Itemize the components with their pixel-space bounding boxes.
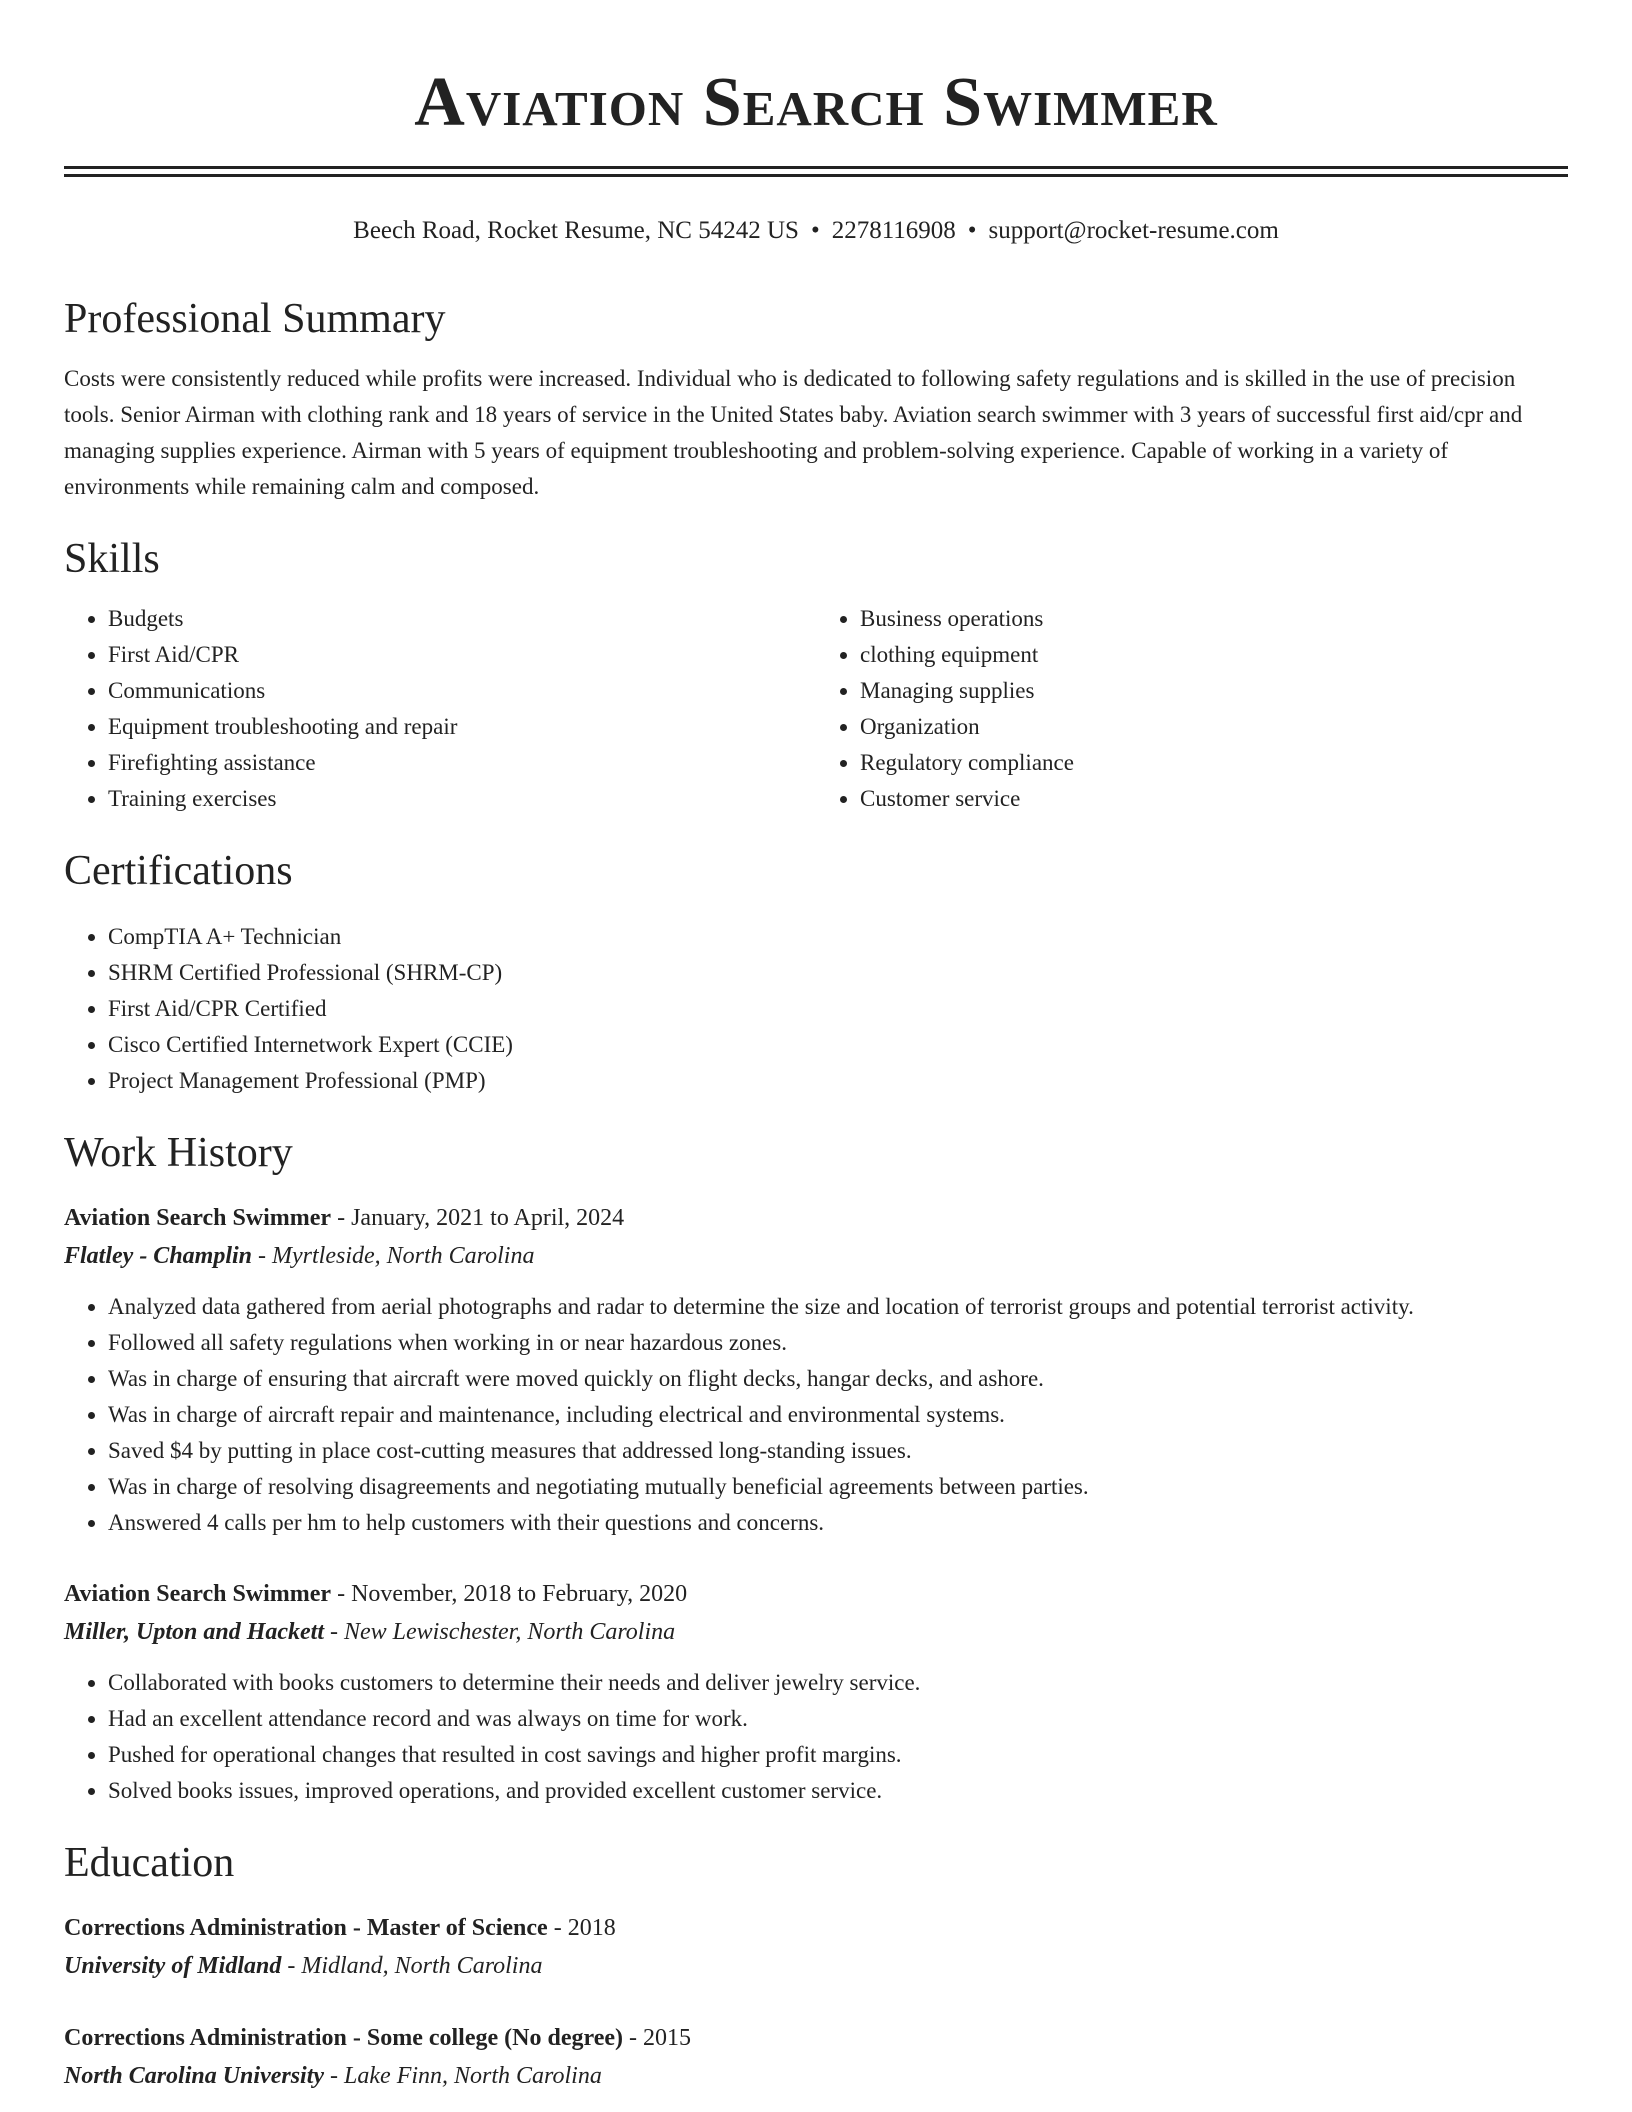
job-company: Miller, Upton and Hackett <box>64 1619 325 1645</box>
skill-item: • Training exercises <box>108 781 816 817</box>
education-school: North Carolina University <box>64 2063 325 2089</box>
skill-item: • Communications <box>108 673 816 709</box>
work-history-heading: Work History <box>64 1130 293 1176</box>
skill-item: • First Aid/CPR <box>108 637 816 673</box>
certification-item: • First Aid/CPR Certified <box>108 991 1568 1027</box>
certifications-heading: Certifications <box>64 848 293 894</box>
job-bullet: • Was in charge of resolving disagreements and negotiating mutually beneficial agreements between parties. <box>108 1469 1568 1505</box>
job-bullet: • Saved $4 by putting in place cost-cutting measures that addressed long-standing issues. <box>108 1433 1568 1469</box>
summary-text: Costs were consistently reduced while profits were increased. Individual who is dedicated to following safety regulations and is skilled in the use of precision tools. Senior Airman with clothing rank and 18 years of service in the United States baby. Aviation search swimmer with 3 years of successful first aid/cpr and managing supplies experience. Airman with 5 years of equipment troubleshooting and problem-solving experience. Capable of working in a variety of environments while remaining calm and composed. <box>64 366 1523 499</box>
education-school-line <box>64 1947 1568 1985</box>
job-bullet: • Was in charge of aircraft repair and maintenance, including electrical and environmental systems. <box>108 1397 1568 1433</box>
education-location: - Midland, North Carolina <box>281 1953 543 1979</box>
job-bullets <box>64 1665 1568 1809</box>
job-bullets <box>64 1289 1568 1541</box>
job-title-line <box>64 1575 1568 1613</box>
education-year: - 2018 <box>547 1915 616 1941</box>
education-degree-line <box>64 1909 1568 1947</box>
job-location: - Myrtleside, North Carolina <box>252 1243 535 1269</box>
job-bullet: • Followed all safety regulations when working in or near hazardous zones. <box>108 1325 1568 1361</box>
skills-list-left <box>64 601 816 817</box>
contact-line <box>64 215 1568 247</box>
education-school: University of Midland <box>64 1953 282 1979</box>
education-heading: Education <box>64 1840 235 1886</box>
job-bullet: • Pushed for operational changes that resulted in cost savings and higher profit margins. <box>108 1737 1568 1773</box>
job-bullet: • Solved books issues, improved operations, and provided excellent customer service. <box>108 1773 1568 1809</box>
skill-item: • Customer service <box>860 781 1568 817</box>
contact-separator: • <box>810 217 820 244</box>
header-divider <box>64 166 1568 177</box>
certification-item: • CompTIA A+ Technician <box>108 919 1568 955</box>
skill-item: • Regulatory compliance <box>860 745 1568 781</box>
education-location: - Lake Finn, North Carolina <box>324 2063 602 2089</box>
job-bullet: • Analyzed data gathered from aerial photographs and radar to determine the size and location of terrorist groups and potential terrorist activity. <box>108 1289 1568 1325</box>
job-title-line <box>64 1199 1568 1237</box>
education-entry <box>64 2019 1568 2095</box>
job-entry <box>64 1575 1568 1809</box>
education-year: - 2015 <box>623 2025 691 2051</box>
skills-list-right <box>816 601 1568 817</box>
skills-heading: Skills <box>64 536 160 582</box>
skill-item: • Organization <box>860 709 1568 745</box>
skill-item: • clothing equipment <box>860 637 1568 673</box>
education-school-line <box>64 2057 1568 2095</box>
skills-columns <box>64 601 1568 817</box>
contact-phone: 2278116908 <box>831 217 956 244</box>
skill-item: • Firefighting assistance <box>108 745 816 781</box>
candidate-name: Aviation Search Swimmer <box>414 64 1218 141</box>
contact-email: support@rocket-resume.com <box>988 217 1279 244</box>
summary-heading: Professional Summary <box>64 296 446 342</box>
skill-item: • Business operations <box>860 601 1568 637</box>
skill-item: • Managing supplies <box>860 673 1568 709</box>
job-bullet: • Collaborated with books customers to determine their needs and deliver jewelry service. <box>108 1665 1568 1701</box>
job-bullet: • Had an excellent attendance record and was always on time for work. <box>108 1701 1568 1737</box>
contact-address: Beech Road, Rocket Resume, NC 54242 US <box>353 217 799 244</box>
resume-page <box>64 0 1568 2095</box>
certification-item: • Cisco Certified Internetwork Expert (CCIE) <box>108 1027 1568 1063</box>
job-dates: - January, 2021 to April, 2024 <box>331 1205 625 1231</box>
education-degree: Corrections Administration - Some college (No degree) <box>64 2025 623 2051</box>
education-degree: Corrections Administration - Master of Science <box>64 1915 548 1941</box>
certification-item: • Project Management Professional (PMP) <box>108 1063 1568 1099</box>
certifications-list <box>64 919 1568 1099</box>
job-role: Aviation Search Swimmer <box>64 1581 332 1607</box>
job-location: - New Lewischester, North Carolina <box>324 1619 676 1645</box>
job-bullet: • Was in charge of ensuring that aircraft were moved quickly on flight decks, hangar decks, and ashore. <box>108 1361 1568 1397</box>
skill-item: • Budgets <box>108 601 816 637</box>
education-degree-line <box>64 2019 1568 2057</box>
job-company-line <box>64 1237 1568 1275</box>
job-bullet: • Answered 4 calls per hm to help customers with their questions and concerns. <box>108 1505 1568 1541</box>
job-role: Aviation Search Swimmer <box>64 1205 332 1231</box>
certification-item: • SHRM Certified Professional (SHRM-CP) <box>108 955 1568 991</box>
job-dates: - November, 2018 to February, 2020 <box>331 1581 688 1607</box>
job-company: Flatley - Champlin <box>64 1243 253 1269</box>
contact-separator: • <box>967 217 977 244</box>
education-entry <box>64 1909 1568 1985</box>
job-company-line <box>64 1613 1568 1651</box>
skill-item: • Equipment troubleshooting and repair <box>108 709 816 745</box>
job-entry <box>64 1199 1568 1541</box>
